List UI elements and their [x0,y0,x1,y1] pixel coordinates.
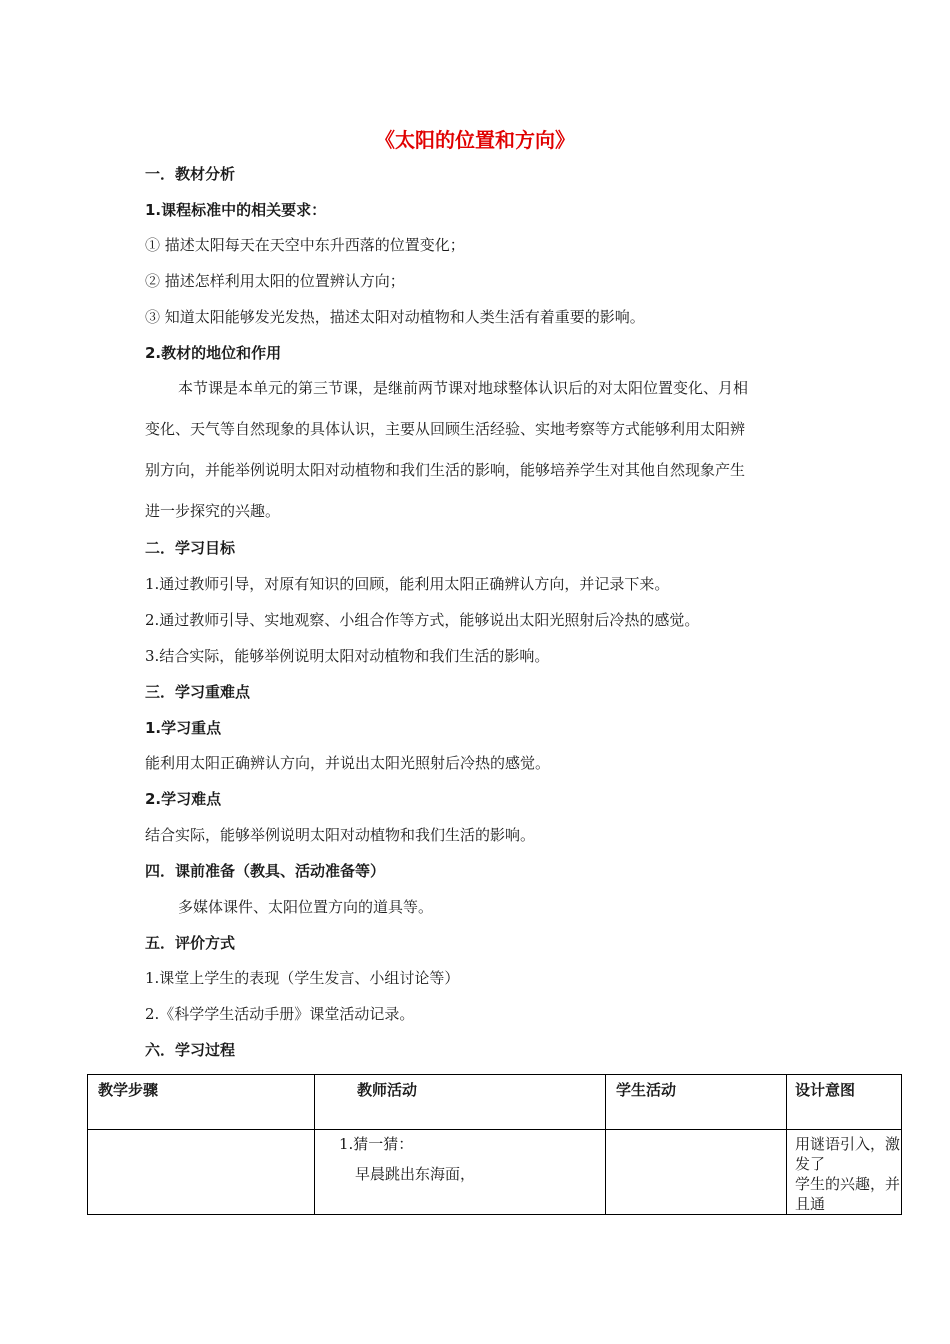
design-intent-line: 用谜语引入，激发了 [795,1135,901,1173]
evaluation-item: 2.《科学学生活动手册》课堂活动记录。 [145,1005,415,1023]
cell-design-intent [787,1130,902,1215]
section-1-sub-2: 2.教材的地位和作用 [145,344,282,362]
cell-teacher-activity [315,1130,606,1215]
section-6-heading: 六．学习过程 [145,1041,236,1059]
header-teacher-activity: 教师活动 [315,1075,606,1130]
section-1-heading: 一．教材分析 [145,165,236,183]
key-point-text: 能利用太阳正确辨认方向，并说出太阳光照射后冷热的感觉。 [145,754,551,772]
preparation-text: 多媒体课件、太阳位置方向的道具等。 [178,898,434,916]
design-intent-line: 学生的兴趣，并且通 [795,1175,901,1213]
learning-process-table [87,1074,902,1215]
requirement-1: ① 描述太阳每天在天空中东升西落的位置变化； [145,236,465,254]
requirement-2: ② 描述怎样利用太阳的位置辨认方向； [145,272,405,290]
cell-step [88,1130,315,1215]
paragraph-line: 进一步探究的兴趣。 [145,502,281,520]
requirement-3: ③ 知道太阳能够发光发热，描述太阳对动植物和人类生活有着重要的影响。 [145,308,645,326]
paragraph-line: 别方向，并能举例说明太阳对动植物和我们生活的影响，能够培养学生对其他自然现象产生 [145,461,746,479]
section-2-heading: 二．学习目标 [145,539,236,557]
cell-student-activity [606,1130,787,1215]
section-3-sub-1: 1.学习重点 [145,719,222,737]
evaluation-item: 1.课堂上学生的表现（学生发言、小组讨论等） [145,969,460,987]
section-3-heading: 三．学习重难点 [145,683,251,701]
section-5-heading: 五．评价方式 [145,934,236,952]
table-header-row [88,1075,902,1130]
document-title: 《太阳的位置和方向》 [375,128,575,152]
paragraph-line: 本节课是本单元的第三节课，是继前两节课对地球整体认识后的对太阳位置变化、月相 [178,379,749,397]
table-row [88,1130,902,1215]
paragraph-line: 变化、天气等自然现象的具体认识，主要从回顾生活经验、实地考察等方式能够利用太阳辨 [145,420,746,438]
header-student-activity: 学生活动 [606,1075,787,1130]
section-4-heading: 四．课前准备（教具、活动准备等） [145,862,386,880]
header-design-intent: 设计意图 [787,1075,902,1130]
teacher-activity-line: 早晨跳出东海面， [355,1165,476,1183]
objective-item: 3.结合实际，能够举例说明太阳对动植物和我们生活的影响。 [145,647,550,665]
objective-item: 1.通过教师引导，对原有知识的回顾，能利用太阳正确辨认方向，并记录下来。 [145,575,670,593]
difficulty-text: 结合实际，能够举例说明太阳对动植物和我们生活的影响。 [145,826,536,844]
objective-item: 2.通过教师引导、实地观察、小组合作等方式，能够说出太阳光照射后冷热的感觉。 [145,611,700,629]
section-1-sub-1: 1.课程标准中的相关要求： [145,201,327,219]
teacher-activity-line: 1.猜一猜： [339,1135,414,1153]
section-3-sub-2: 2.学习难点 [145,790,222,808]
header-teaching-step: 教学步骤 [88,1075,315,1130]
